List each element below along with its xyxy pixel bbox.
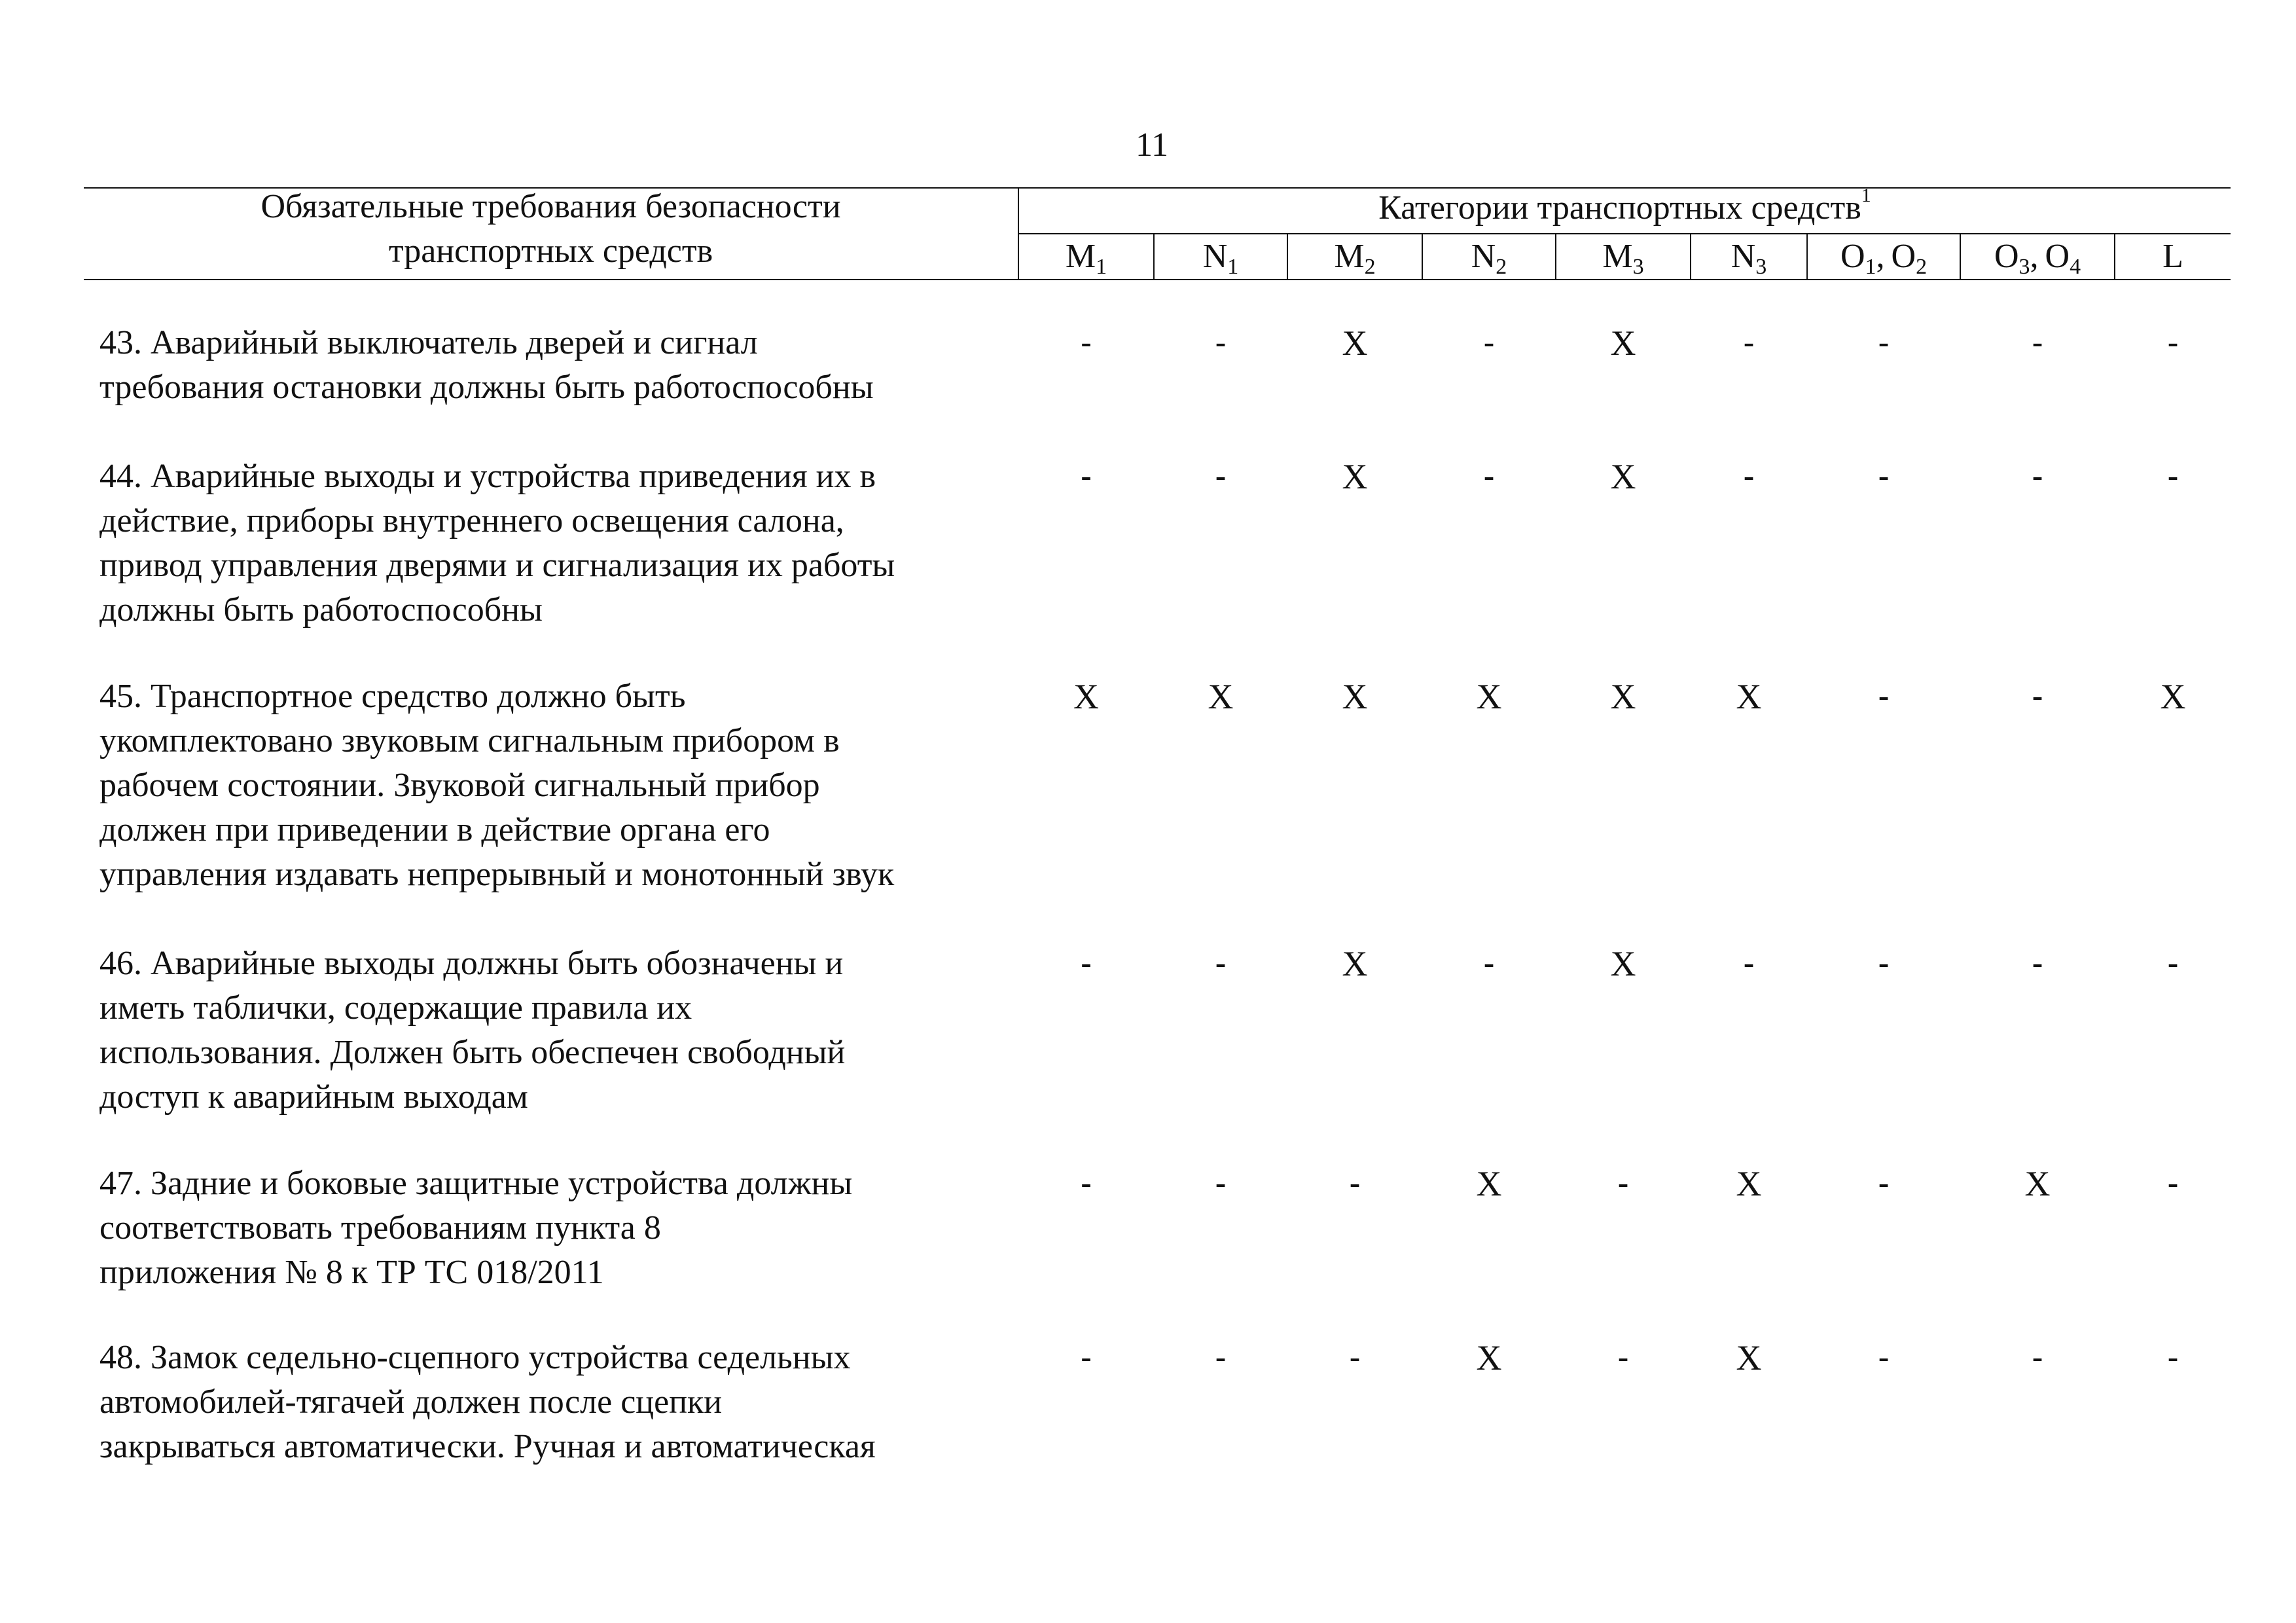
mark-l: - <box>2167 1339 2179 1377</box>
requirements-header-line2: транспортных средств <box>388 232 713 270</box>
mark-n2: X <box>1476 677 1502 716</box>
mark-n3: X <box>1736 1164 1762 1203</box>
mark-o3-o4: - <box>2032 458 2043 496</box>
mark-n2: X <box>1476 1164 1502 1203</box>
mark-m2: - <box>1349 1165 1361 1203</box>
mark-n1: X <box>1208 677 1234 716</box>
mark-m3: - <box>1617 1165 1629 1203</box>
mark-m1: - <box>1080 945 1092 983</box>
mark-o3-o4: - <box>2032 945 2043 983</box>
mark-o3-o4: - <box>2032 1339 2043 1377</box>
mark-m1: - <box>1080 458 1092 496</box>
category-n3: $N_3$ <box>1731 238 1767 279</box>
category-o1-o2: $O_1$, $O_2$ <box>1840 238 1928 279</box>
categories-header-title: Категории транспортных средств <box>1378 189 1861 227</box>
requirements-header-line1: Обязательные требования безопасности <box>260 188 841 225</box>
mark-n2: X <box>1476 1338 1502 1377</box>
category-m2: $M_2$ <box>1334 238 1376 279</box>
mark-m3: X <box>1610 323 1636 363</box>
mark-l: - <box>2167 945 2179 983</box>
mark-n1: - <box>1215 945 1227 983</box>
category-o3-o4: $O_3$, $O_4$ <box>1994 238 2081 279</box>
mark-m3: - <box>1617 1339 1629 1377</box>
category-l: L <box>2162 238 2183 275</box>
mark-o3-o4: X <box>2024 1164 2051 1203</box>
mark-o1-o2: - <box>1878 1339 1890 1377</box>
mark-n1: - <box>1215 324 1227 362</box>
requirements-header <box>84 185 1018 274</box>
mark-m1: X <box>1073 677 1099 716</box>
mark-o1-o2: - <box>1878 458 1890 496</box>
requirement-text: 46. Аварийные выходы должны быть обозначены и иметь таблички, содержащие правила их использования. Должен быть обеспечен свободный доступ к аварийным выходам <box>99 945 846 1116</box>
categories-footnote-mark: 1 <box>1861 185 1871 206</box>
mark-n3: X <box>1736 1338 1762 1377</box>
mark-m3: X <box>1610 457 1636 496</box>
mark-m3: X <box>1610 677 1636 716</box>
mark-o1-o2: - <box>1878 324 1890 362</box>
mark-m2: X <box>1342 677 1368 716</box>
mark-m3: X <box>1610 944 1636 983</box>
mark-m2: X <box>1342 944 1368 983</box>
mark-n1: - <box>1215 1339 1227 1377</box>
mark-l: - <box>2167 1165 2179 1203</box>
mark-o1-o2: - <box>1878 945 1890 983</box>
page-number: 11 <box>1135 126 1169 164</box>
mark-n2: - <box>1483 324 1495 362</box>
mark-n3: - <box>1743 945 1755 983</box>
mark-m1: - <box>1080 1339 1092 1377</box>
mark-n3: - <box>1743 324 1755 362</box>
mark-l: X <box>2160 677 2186 716</box>
mark-m2: X <box>1342 323 1368 363</box>
mark-m1: - <box>1080 324 1092 362</box>
mark-l: - <box>2167 324 2179 362</box>
categories-header <box>1019 186 2231 230</box>
mark-m1: - <box>1080 1165 1092 1203</box>
requirement-text: 47. Задние и боковые защитные устройства должны соответствовать требованиям пункта 8 приложения № 8 к ТР ТС 018/2011 <box>99 1165 853 1291</box>
mark-n2: - <box>1483 458 1495 496</box>
mark-o1-o2: - <box>1878 1165 1890 1203</box>
mark-m2: X <box>1342 457 1368 496</box>
category-n2: $N_2$ <box>1471 238 1507 279</box>
mark-n3: - <box>1743 458 1755 496</box>
category-m1: $M_1$ <box>1065 238 1107 279</box>
requirement-text: 43. Аварийный выключатель дверей и сигнал требования остановки должны быть работоспособны <box>99 324 874 406</box>
mark-l: - <box>2167 458 2179 496</box>
category-n1: $N_1$ <box>1202 238 1239 279</box>
mark-o3-o4: - <box>2032 324 2043 362</box>
mark-n2: - <box>1483 945 1495 983</box>
requirement-text: 45. Транспортное средство должно быть укомплектовано звуковым сигнальным прибором в рабочем состоянии. Звуковой сигнальный прибор должен при приведении в действие органа его управления издавать непрерывный и монотонный звук <box>99 678 895 893</box>
mark-o1-o2: - <box>1878 678 1890 716</box>
mark-m2: - <box>1349 1339 1361 1377</box>
mark-n1: - <box>1215 1165 1227 1203</box>
requirement-text: 48. Замок седельно-сцепного устройства седельных автомобилей-тягачей должен после сцепки закрываться автоматически. Ручная и автоматическая <box>99 1339 876 1465</box>
mark-n1: - <box>1215 458 1227 496</box>
category-m3: $M_3$ <box>1602 238 1644 279</box>
mark-n3: X <box>1736 677 1762 716</box>
mark-o3-o4: - <box>2032 678 2043 716</box>
categories-divider-rule <box>1018 233 2231 234</box>
requirement-text: 44. Аварийные выходы и устройства приведения их в действие, приборы внутреннего освещения салона, привод управления дверями и сигнализация их работы должны быть работоспособны <box>99 458 895 629</box>
header-bottom-rule <box>84 279 2231 280</box>
